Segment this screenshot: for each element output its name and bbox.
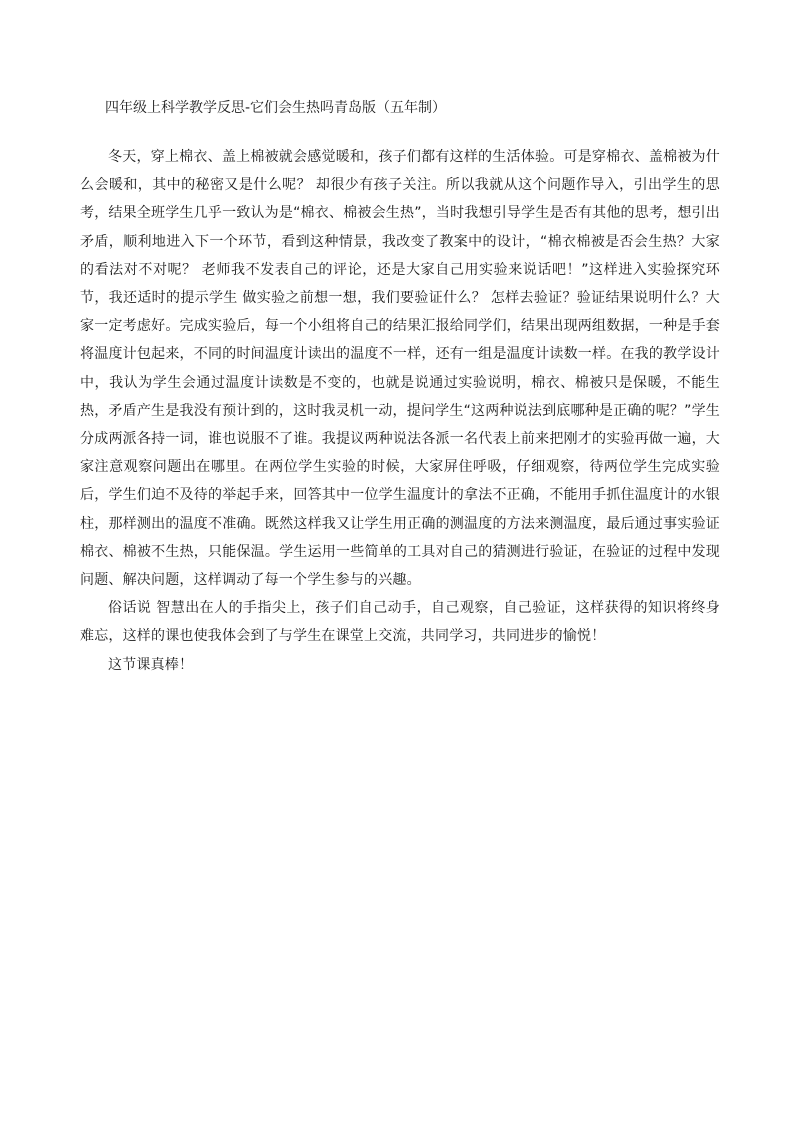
paragraph-experiment-reflection: 冬天，穿上棉衣、盖上棉被就会感觉暖和，孩子们都有这样的生活体验。可是穿棉衣、盖棉被为什么会暖和，其中的秘密又是什么呢？ 却很少有孩子关注。所以我就从这个问题作导入，引出学生的思考，结果全班学生几乎一致认为是“棉衣、棉被会生热”，当时我想引导学生是否有其他的思考，想引出矛盾，顺利地进入下一个环节，看到这种情景，我改变了教案中的设计，“棉衣棉被是否会生热？大家的看法对不对呢？ 老师我不发表自己的评论，还是大家自己用实验来说话吧！”这样进入实验探究环节，我还适时的提示学生 做实验之前想一想，我们要验证什么？ 怎样去验证？验证结果说明什么？大家一定考虑好。完成实验后，每一个小组将自己的结果汇报给同学们，结果出现两组数据，一种是手套将温度计包起来，不同的时间温度计读出的温度不一样，还有一组是温度计读数一样。在我的教学设计中，我认为学生会通过温度计读数是不变的，也就是说通过实验说明，棉衣、棉被只是保暖，不能生热，矛盾产生是我没有预计到的，这时我灵机一动，提问学生“这两种说法到底哪种是正确的呢？”学生分成两派各持一词，谁也说服不了谁。我提议两种说法各派一名代表上前来把刚才的实验再做一遍，大家注意观察问题出在哪里。在两位学生实验的时候，大家屏住呼吸，仔细观察，待两位学生完成实验后，学生们迫不及待的举起手来，回答其中一位学生温度计的拿法不正确，不能用手抓住温度计的水银柱，那样测出的温度不准确。既然这样我又让学生用正确的测温度的方法来测温度，最后通过事实验证棉衣、棉被不生热，只能保温。学生运用一些简单的工具对自己的猜测进行验证，在验证的过程中发现问题、解决问题，这样调动了每一个学生参与的兴趣。 [80,149,720,589]
document-title: 四年级上科学教学反思-它们会生热吗青岛版（五年制） [105,100,447,116]
document-body [80,94,720,679]
paragraph-closing-remark: 这节课真棒！ [108,656,194,673]
paragraph-proverb-conclusion: 俗话说 智慧出在人的手指尖上，孩子们自己动手，自己观察，自己验证，这样获得的知识将终身难忘，这样的课也使我体会到了与学生在课堂上交流，共同学习，共同进步的愉悦！ [80,600,720,645]
